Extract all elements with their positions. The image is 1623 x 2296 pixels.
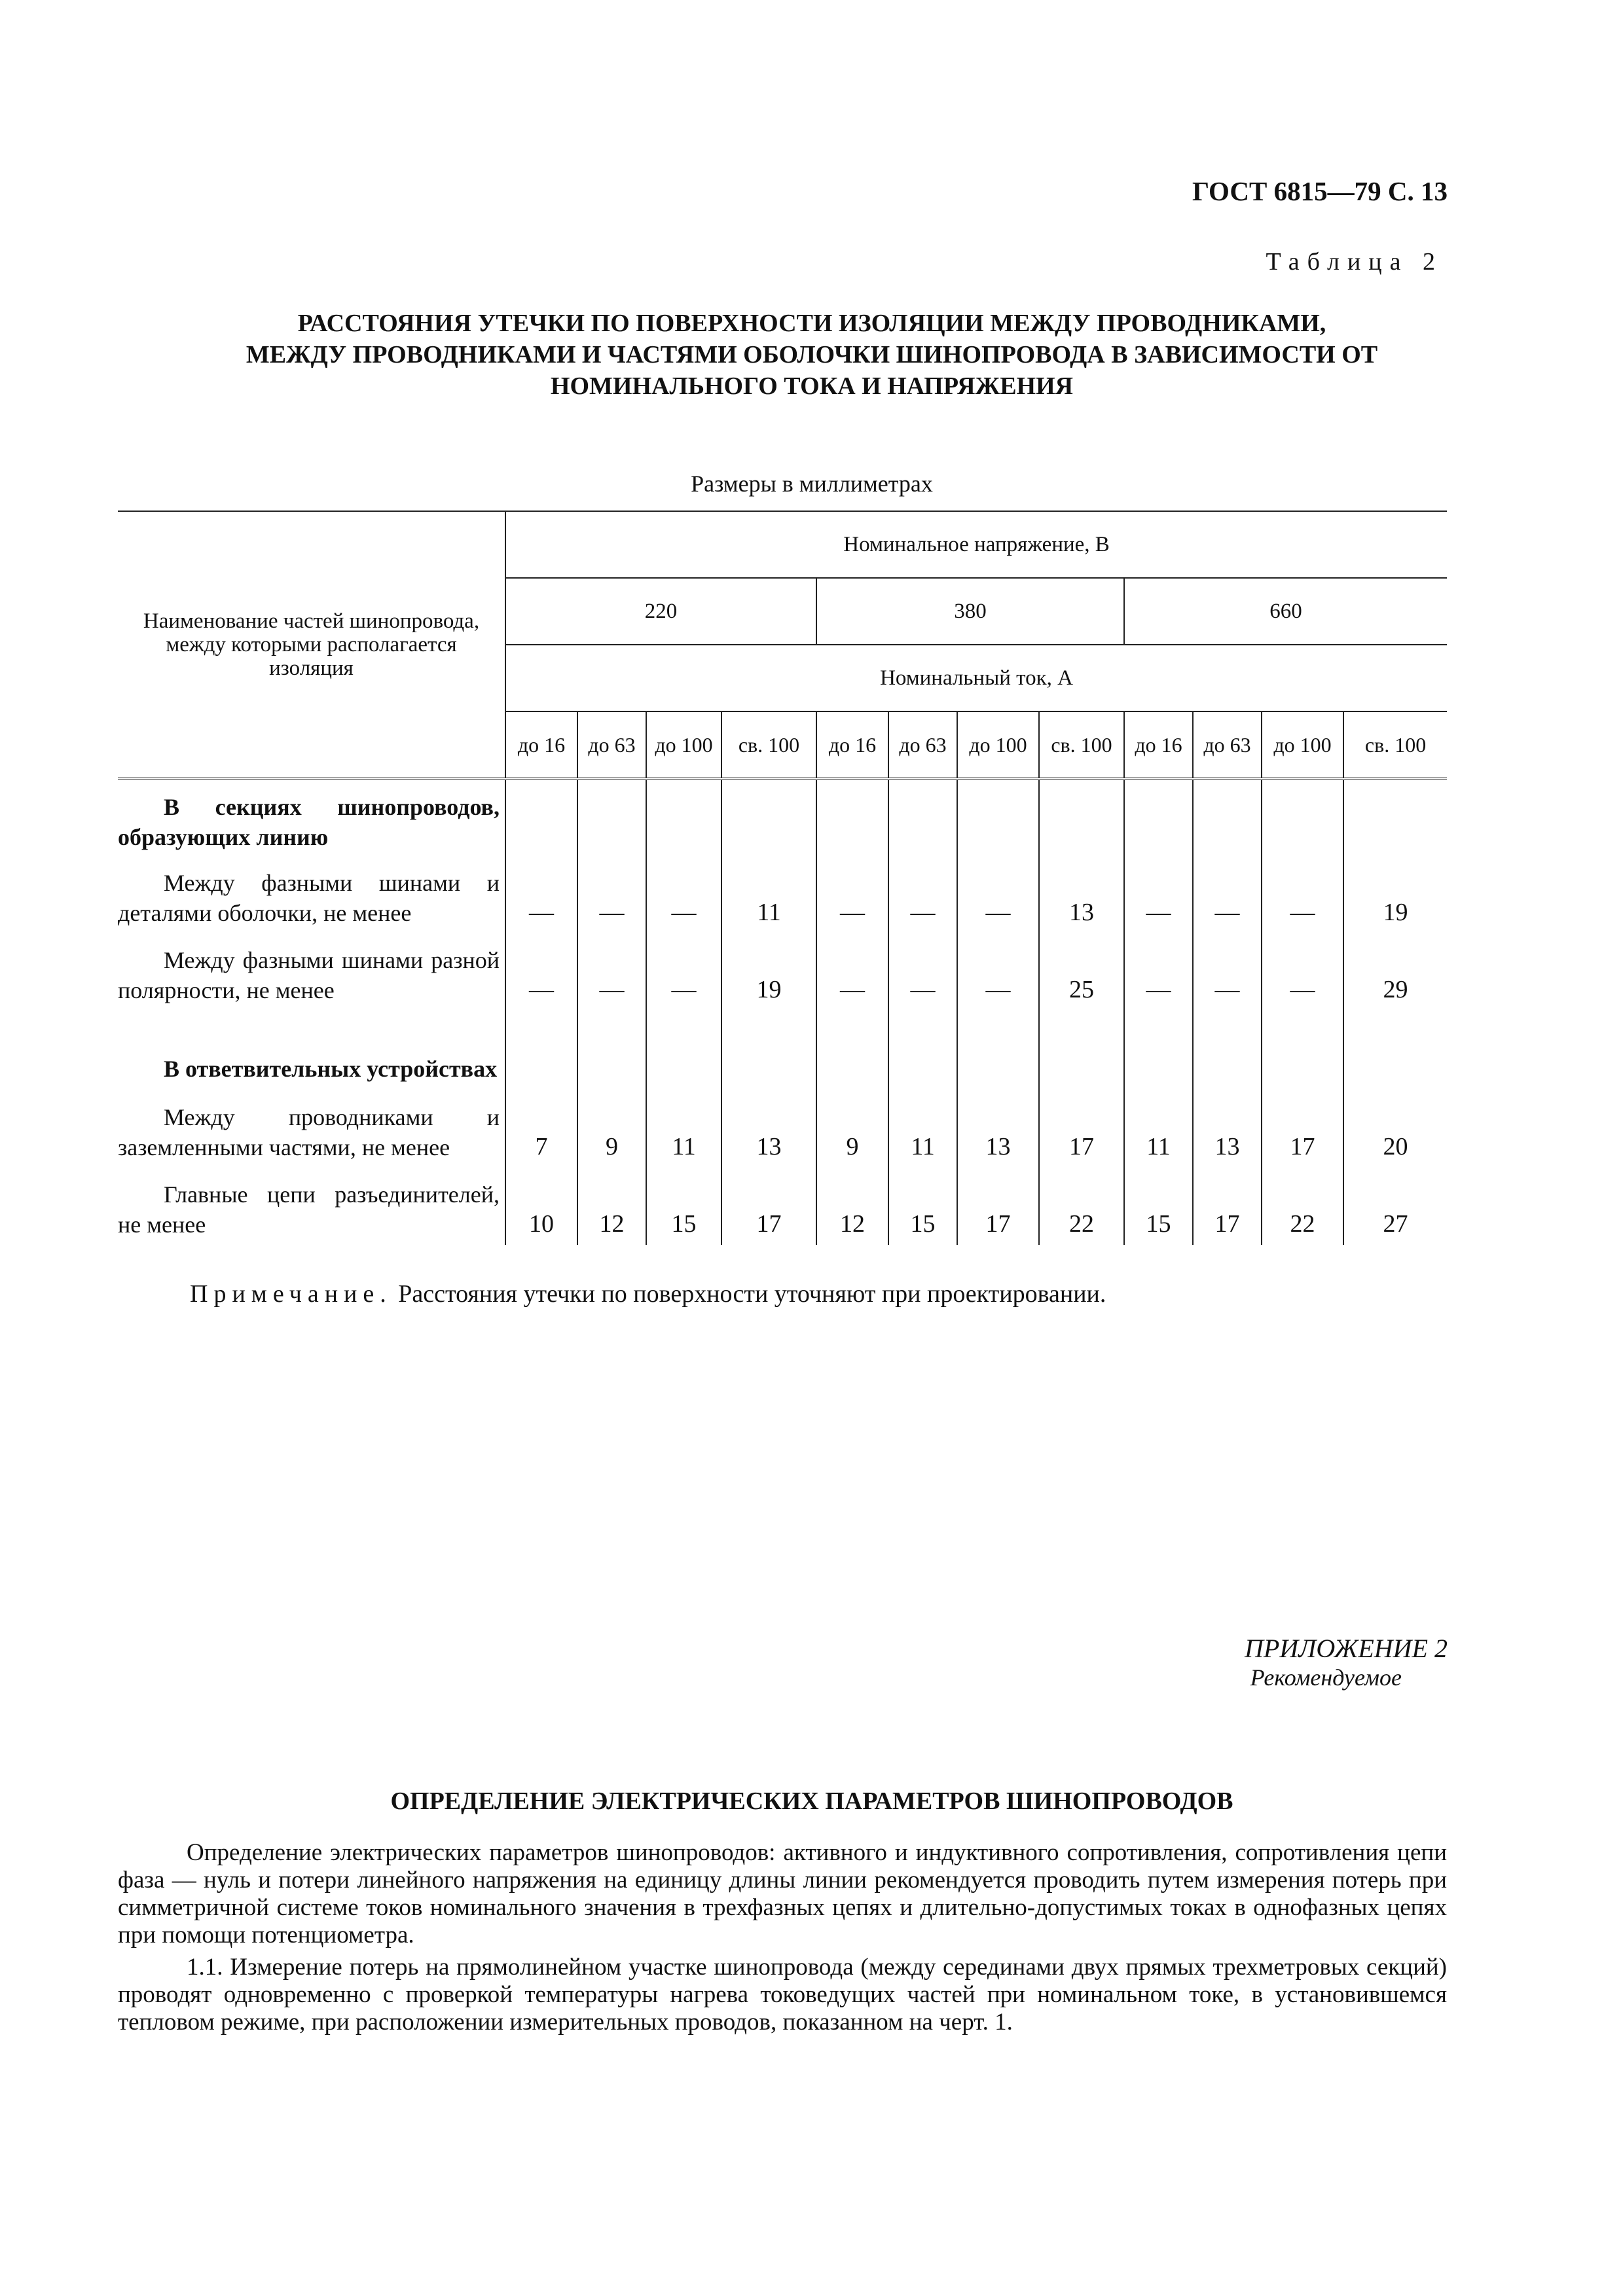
current-column-header: до 16 xyxy=(816,711,888,779)
body-paragraph: Определение электрических параметров шинопроводов: активного и индуктивного сопротивления, сопротивления цепи фаза — нуль и потери линейного напряжения на единицу длины линии рекомендуется проводить путем измерения потерь при симметричной системе токов номинального значения в трехфазных цепях и длительно-допустимых токах в однофазных цепях при помощи потенциометра. xyxy=(118,1839,1447,1948)
appendix-label xyxy=(1245,1634,1448,1692)
table-cell: — xyxy=(816,857,888,933)
appendix-title: ПРИЛОЖЕНИЕ 2 xyxy=(1245,1634,1448,1663)
table-title-line: НОМИНАЛЬНОГО ТОКА И НАПРЯЖЕНИЯ xyxy=(550,372,1074,400)
section-title: В секциях шинопроводов, образующих линию xyxy=(118,794,500,850)
current-column-header: до 100 xyxy=(957,711,1039,779)
table-cell: 11 xyxy=(888,1089,957,1168)
table-cell: 12 xyxy=(577,1168,646,1245)
table-cell: 25 xyxy=(1039,933,1124,1011)
table-cell: — xyxy=(957,933,1039,1011)
table-cell: 13 xyxy=(1039,857,1124,933)
voltage-header: Номинальное напряжение, В xyxy=(505,511,1447,578)
table-cell: — xyxy=(577,933,646,1011)
table-row xyxy=(118,857,1447,933)
table-cell: 17 xyxy=(1262,1089,1343,1168)
table-cell: 20 xyxy=(1343,1089,1447,1168)
table-row xyxy=(118,933,1447,1011)
table-row xyxy=(118,1089,1447,1168)
row-label: Между фазными шинами разной полярности, не менее xyxy=(118,947,500,1003)
table-cell: 11 xyxy=(1124,1089,1193,1168)
table-cell: — xyxy=(1193,933,1262,1011)
table-cell: — xyxy=(577,857,646,933)
table-title xyxy=(118,308,1506,402)
current-column-header: до 63 xyxy=(888,711,957,779)
table-cell: 19 xyxy=(721,933,816,1011)
table-cell: — xyxy=(888,857,957,933)
table-cell: 11 xyxy=(646,1089,721,1168)
table-cell: — xyxy=(816,933,888,1011)
current-column-header: до 100 xyxy=(1262,711,1343,779)
table-cell: 10 xyxy=(505,1168,577,1245)
voltage-380-header: 380 xyxy=(816,578,1124,645)
table-cell: 29 xyxy=(1343,933,1447,1011)
table-cell: 22 xyxy=(1262,1168,1343,1245)
table-cell: — xyxy=(1124,857,1193,933)
table-cell: 13 xyxy=(721,1089,816,1168)
body-paragraph: 1.1. Измерение потерь на прямолинейном участке шинопровода (между серединами двух прямых трехметровых секций) проводят одновременно с проверкой температуры нагрева токоведущих частей при номинальном токе, в установившемся тепловом режиме, при расположении измерительных проводов, показанном на черт. 1. xyxy=(118,1954,1447,2036)
voltage-660-header: 660 xyxy=(1124,578,1447,645)
table-cell: 17 xyxy=(721,1168,816,1245)
table-cell: 27 xyxy=(1343,1168,1447,1245)
table-cell: — xyxy=(1124,933,1193,1011)
row-label: Главные цепи разъединителей, не менее xyxy=(118,1181,500,1238)
table-cell: 17 xyxy=(1193,1168,1262,1245)
table-cell: 15 xyxy=(1124,1168,1193,1245)
table-cell: — xyxy=(646,857,721,933)
table-cell: 17 xyxy=(957,1168,1039,1245)
current-column-header: св. 100 xyxy=(1343,711,1447,779)
current-column-header: до 16 xyxy=(505,711,577,779)
appendix-status: Рекомендуемое xyxy=(1250,1664,1402,1691)
current-column-header: до 63 xyxy=(577,711,646,779)
table-cell: 11 xyxy=(721,857,816,933)
voltage-220-header: 220 xyxy=(505,578,816,645)
table-cell: — xyxy=(646,933,721,1011)
table-cell: 13 xyxy=(957,1089,1039,1168)
note-label: Примечание. xyxy=(190,1280,392,1308)
table-cell: 7 xyxy=(505,1089,577,1168)
current-column-header: до 16 xyxy=(1124,711,1193,779)
table-cell: 17 xyxy=(1039,1089,1124,1168)
parts-column-header: Наименование частей шинопровода, между которыми располагается изоляция xyxy=(118,511,505,779)
section-heading: ОПРЕДЕЛЕНИЕ ЭЛЕКТРИЧЕСКИХ ПАРАМЕТРОВ ШИНОПРОВОДОВ xyxy=(390,1787,1233,1815)
current-column-header: св. 100 xyxy=(721,711,816,779)
table-cell: — xyxy=(505,857,577,933)
table-units: Размеры в миллиметрах xyxy=(691,471,933,497)
table-row xyxy=(118,1168,1447,1245)
table-cell: 15 xyxy=(646,1168,721,1245)
table-cell: 9 xyxy=(577,1089,646,1168)
table-cell: 19 xyxy=(1343,857,1447,933)
table-note xyxy=(190,1280,1106,1308)
table-cell: — xyxy=(888,933,957,1011)
creepage-distance-table xyxy=(118,511,1447,1245)
current-column-header: до 100 xyxy=(646,711,721,779)
table-title-line: МЕЖДУ ПРОВОДНИКАМИ И ЧАСТЯМИ ОБОЛОЧКИ ШИНОПРОВОДА В ЗАВИСИМОСТИ ОТ xyxy=(246,341,1378,368)
table-cell: — xyxy=(1262,857,1343,933)
table-cell: 12 xyxy=(816,1168,888,1245)
current-header: Номинальный ток, А xyxy=(505,645,1447,711)
table-cell: 22 xyxy=(1039,1168,1124,1245)
table-cell: — xyxy=(1193,857,1262,933)
row-label: Между проводниками и заземленными частями, не менее xyxy=(118,1104,500,1160)
table-number: Таблица 2 xyxy=(1266,248,1443,276)
table-cell: 9 xyxy=(816,1089,888,1168)
note-text: Расстояния утечки по поверхности уточняют при проектировании. xyxy=(392,1280,1106,1308)
document-reference: ГОСТ 6815—79 С. 13 xyxy=(1192,176,1448,206)
table-cell: — xyxy=(505,933,577,1011)
table-cell: — xyxy=(957,857,1039,933)
current-column-header: до 63 xyxy=(1193,711,1262,779)
table-cell: 13 xyxy=(1193,1089,1262,1168)
current-column-header: св. 100 xyxy=(1039,711,1124,779)
section-title: В ответвительных устройствах xyxy=(164,1056,498,1082)
row-label: Между фазными шинами и деталями оболочки, не менее xyxy=(118,870,500,926)
table-cell: 15 xyxy=(888,1168,957,1245)
table-title-line: РАССТОЯНИЯ УТЕЧКИ ПО ПОВЕРХНОСТИ ИЗОЛЯЦИИ МЕЖДУ ПРОВОДНИКАМИ, xyxy=(297,310,1326,337)
table-cell: — xyxy=(1262,933,1343,1011)
